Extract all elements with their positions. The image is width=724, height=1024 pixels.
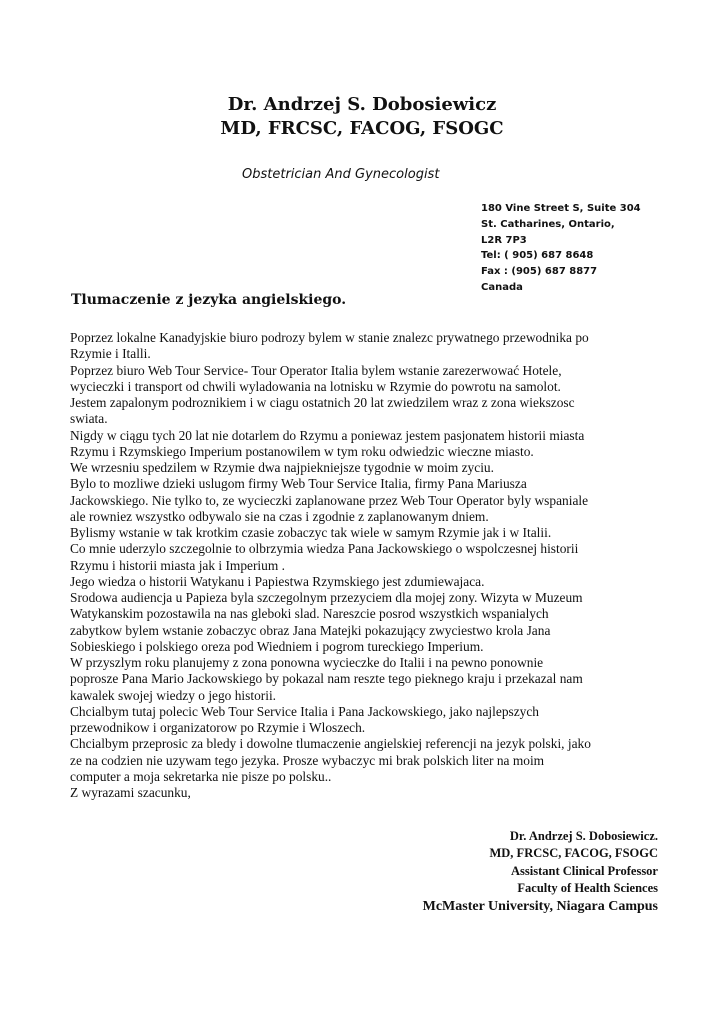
address-city: St. Catharines, Ontario,	[481, 218, 615, 230]
body-line: Chcialbym przeprosic za bledy i dowolne tlumaczenie angielskiej referencji na jezyk polski, jako	[70, 736, 591, 752]
body-line: Watykanskim pozostawila na nas gleboki slad. Nareszcie posrod wszystkich wspanialych	[70, 606, 549, 622]
body-line: Bylo to mozliwe dzieki uslugom firmy Web Tour Service Italia, firmy Pana Mariusza	[70, 476, 527, 492]
signature-name: Dr. Andrzej S. Dobosiewicz.	[509, 829, 658, 843]
signature-university: McMaster University, Niagara Campus	[422, 898, 658, 914]
address-phone: Tel: ( 905) 687 8648	[481, 250, 594, 262]
body-line: ze na codzien nie uzywam tego jezyka. Prosze wybaczyc mi brak polskich liter na moim	[70, 752, 545, 768]
letterhead-credentials: MD, FRCSC, FACOG, FSOGC	[220, 118, 504, 139]
body-line: przewodnikow i organizatorow po Rzymie i Wloszech.	[70, 720, 366, 735]
signature-block	[423, 828, 658, 915]
body-line: Jackowskiego. Nie tylko to, ze wycieczki zaplanowane przez Web Tour Operator byly wspaniale	[70, 492, 589, 508]
body-line: ale rowniez wszystko odbywalo sie na czas i zgodnie z zaplanowanym dniem.	[70, 508, 489, 524]
letterhead-name: Dr. Andrzej S. Dobosiewicz	[227, 94, 497, 115]
address-postal-code: L2R 7P3	[481, 234, 527, 246]
body-line: Rzymu i historii miasta jak i Imperium .	[70, 557, 285, 573]
body-line: Co mnie uderzylo szczegolnie to olbrzymia wiedza Pana Jackowskiego o wspolczesnej historii	[70, 541, 579, 557]
body-line-closing: Z wyrazami szacunku,	[70, 785, 191, 800]
body-line: Rzymie i Italli.	[70, 346, 151, 362]
letter-body	[70, 330, 670, 801]
body-line: kawalek swojej wiedzy o jego historii.	[70, 687, 277, 703]
body-line: Bylismy wstanie w tak krotkim czasie zobaczyc tak wiele w samym Rzymie jak i w Italii.	[70, 525, 552, 540]
body-line: Nigdy w ciągu tych 20 lat nie dotarlem do Rzymu a poniewaz jestem pasjonatem historii miasta	[70, 427, 585, 443]
letterhead-title: Obstetrician And Gynecologist	[242, 167, 440, 182]
body-line: computer a moja sekretarka nie pisze po polsku..	[70, 768, 332, 784]
signature-faculty: Faculty of Health Sciences	[517, 881, 658, 896]
body-line: Sobieskiego i polskiego oreza pod Wiedniem i pogrom tureckiego Imperium.	[70, 638, 484, 654]
body-line: wycieczki i transport od chwili wyladowania na lotnisku w Rzymie do powrotu na samolot.	[70, 378, 561, 394]
body-line: Srodowa audiencja u Papieza byla szczegolnym przezyciem dla mojej zony. Wizyta w Muzeum	[70, 590, 583, 605]
letter-heading: Tlumaczenie z jezyka angielskiego.	[71, 292, 347, 308]
body-line: Rzymu i Rzymskiego Imperium postanowilem w tym roku odwiedzic wieczne miasto.	[70, 443, 534, 459]
address-street: 180 Vine Street S, Suite 304	[481, 203, 641, 214]
body-line: Jestem zapalonym podroznikiem i w ciagu ostatnich 20 lat zwiedzilem wraz z zona wiekszosc	[70, 395, 575, 410]
body-line: Poprzez lokalne Kanadyjskie biuro podrozy bylem w stanie znalezc prywatnego przewodnika po	[70, 330, 589, 345]
body-line: We wrzesniu spedzilem w Rzymie dwa najpiekniejsze tygodnie w moim zyciu.	[70, 460, 494, 475]
body-line: Chcialbym tutaj polecic Web Tour Service Italia i Pana Jackowskiego, jako najlepszych	[70, 703, 539, 719]
body-line: zabytkow bylem wstanie zobaczyc obraz Jana Matejki pokazujący zwyciestwo krola Jana	[70, 622, 551, 638]
signature-credentials: MD, FRCSC, FACOG, FSOGC	[489, 846, 658, 861]
address-fax: Fax : (905) 687 8877	[481, 266, 598, 278]
body-line: poprosze Pana Mario Jackowskiego by pokazal nam reszte tego pieknego kraju i przekazal nam	[70, 671, 583, 687]
body-line: Jego wiedza o historii Watykanu i Papiestwa Rzymskiego jest zdumiewajaca.	[70, 573, 485, 589]
address-country: Canada	[481, 281, 523, 293]
body-line: W przyszlym roku planujemy z zona ponowna wycieczke do Italii i na pewno ponownie	[70, 655, 544, 670]
signature-position: Assistant Clinical Professor	[511, 863, 658, 878]
body-line: Poprzez biuro Web Tour Service- Tour Operator Italia bylem wstanie zarezerwować Hotele,	[70, 362, 562, 378]
address-block	[481, 201, 701, 296]
body-line: swiata.	[70, 411, 108, 427]
